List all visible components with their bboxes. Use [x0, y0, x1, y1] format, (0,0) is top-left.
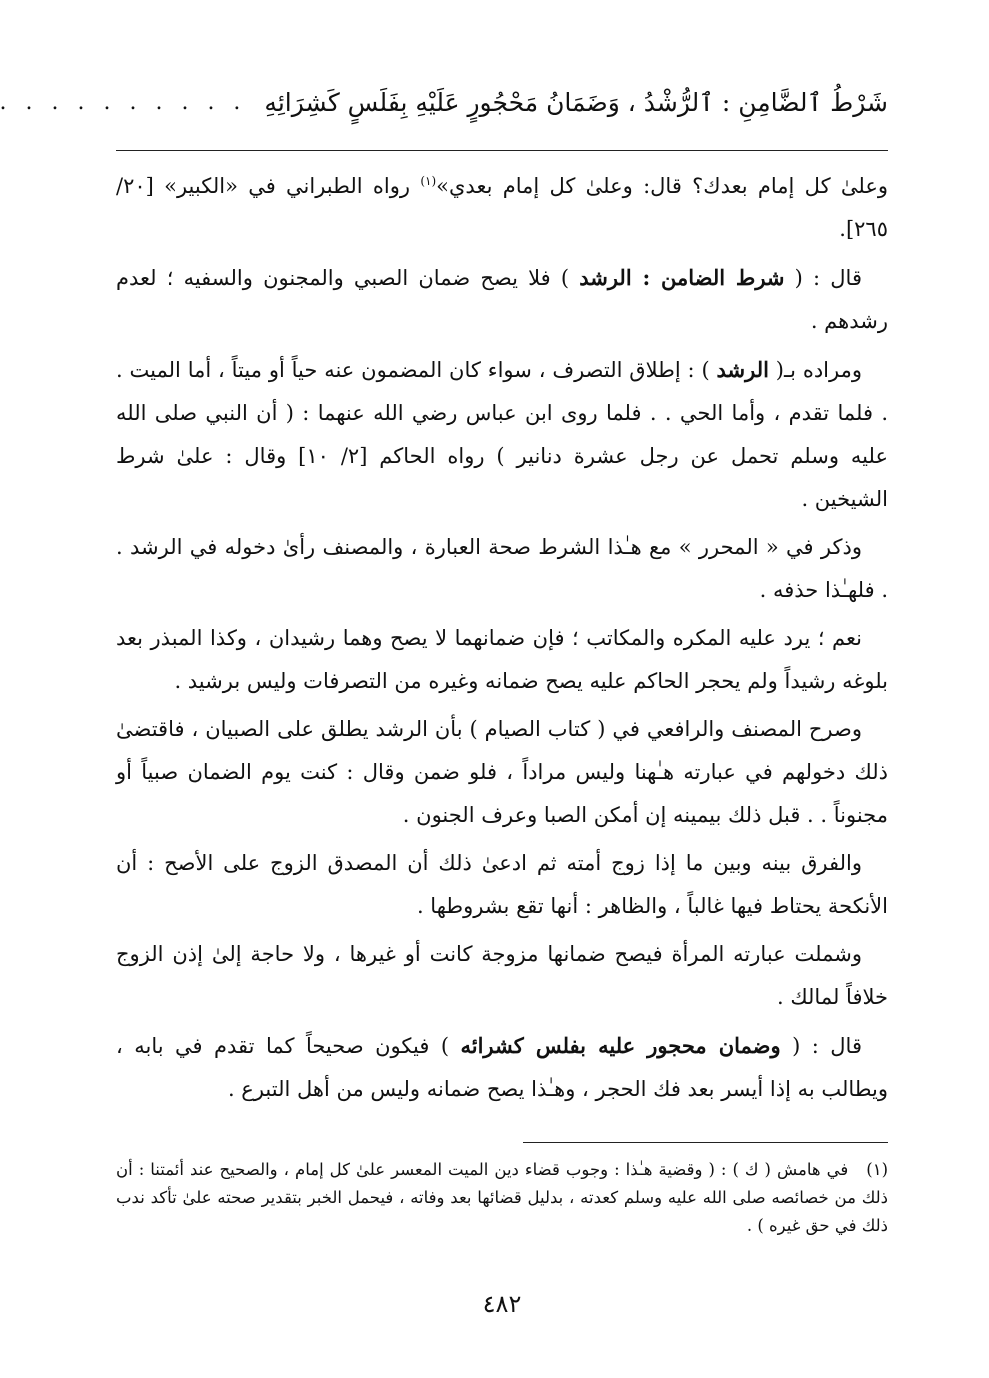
paragraph-text: قال : ( [784, 266, 862, 290]
running-header [0, 80, 888, 124]
footnote [116, 1156, 888, 1240]
header-rule [116, 150, 888, 151]
header-title: شَرْطُ ٱلضَّامِنِ : ٱلرُّشْدُ ، وَضَمَانُ مَحْجُورٍ عَلَيْهِ بِفَلَسٍ كَشِرَائِهِ [264, 87, 888, 117]
paragraph-text: ) فيكون صحيحاً كما تقدم في بابه ، ويطالب به إذا أيسر بعد فك الحجر ، وهـٰذا يصح ضمانه وليس من أهل التبرع . [116, 1034, 888, 1101]
paragraph-text: قال : ( [780, 1034, 862, 1058]
footnote-ref: (١) [420, 174, 437, 188]
main-text [116, 160, 888, 1116]
paragraph-text: ومراده بـ( [768, 358, 862, 382]
paragraph [116, 1024, 888, 1111]
paragraph-text: نعم ؛ يرد عليه المكره والمكاتب ؛ فإن ضمانهما لا يصح وهما رشيدان ، وكذا المبذر بعد بلوغه رشيداً ولم يحجر الحاكم عليه يصح ضمانه وغيره من التصرفات وليس برشيد . [116, 626, 888, 693]
matn-text: الرشد [716, 357, 769, 382]
page-number: ٤٨٢ [482, 1290, 522, 1318]
paragraph [116, 842, 888, 928]
matn-text: وضمان محجور عليه بفلس كشرائه [460, 1033, 781, 1058]
paragraph [116, 526, 888, 612]
paragraph [116, 617, 888, 703]
paragraph-text: وعلىٰ كل إمام بعدك؟ قال: وعلىٰ كل إمام بعدي» [436, 174, 888, 198]
paragraph-text: رواه الطبراني في «الكبير» [٢٠/ ٢٦٥]. [116, 174, 888, 241]
paragraph-text: وشملت عبارته المرأة فيصح ضمانها مزوجة كانت أو غيرها ، ولا حاجة إلىٰ إذن الزوج خلافاً لمالك . [116, 942, 888, 1009]
paragraph [116, 708, 888, 837]
matn-text: شرط الضامن : الرشد [579, 265, 785, 290]
paragraph [116, 348, 888, 521]
footnote-rule [523, 1142, 888, 1143]
paragraph [116, 160, 888, 251]
paragraph-text: وصرح المصنف والرافعي في ( كتاب الصيام ) بأن الرشد يطلق على الصبيان ، فاقتضىٰ ذلك دخولهم في عبارته هـٰهنا وليس مراداً ، فلو ضمن وقال : كنت يوم الضمان صبياً أو مجنوناً . . قبل ذلك بيمينه إن أمكن الصبا وعرف الجنون . [116, 717, 888, 827]
paragraph-text: ) فلا يصح ضمان الصبي والمجنون والسفيه ؛ لعدم رشدهم . [116, 266, 888, 333]
paragraph-text: والفرق بينه وبين ما إذا زوج أمته ثم ادعىٰ ذلك أن المصدق الزوج على الأصح : أن الأنكحة يحتاط فيها غالباً ، والظاهر : أنها تقع بشروطها . [116, 851, 888, 918]
paragraph-text: وذكر في « المحرر » مع هـٰذا الشرط صحة العبارة ، والمصنف رأىٰ دخوله في الرشد . . فلهـٰذا حذفه . [116, 535, 888, 602]
paragraph [116, 256, 888, 343]
paragraph-text: ) : إطلاق التصرف ، سواء كان المضمون عنه حياً أو ميتاً ، أما الميت . . فلما تقدم ، وأما الحي . . فلما روى ابن عباس رضي الله عنهما : ( أن النبي صلى الله عليه وسلم تحمل عن رجل عشرة دنانير ) رواه الحاكم [٢/ ١٠] وقال : علىٰ شرط الشيخين . [116, 358, 888, 511]
footnote-number: (١) [866, 1160, 888, 1179]
header-leader-dots: . . . . . . . . . . [0, 89, 247, 115]
footnote-text: في هامش ( ك ) : ( وقضية هـٰذا : وجوب قضاء دين الميت المعسر علىٰ كل إمام ، والصحيح عند أئمتنا : أن ذلك من خصائصه صلى الله عليه وسلم كعدته ، بدليل قضائها بعد وفاته ، فيحمل الخبر بتقدير صحته علىٰ تأكد ندب ذلك في حق غيره ) . [116, 1160, 888, 1235]
paragraph [116, 933, 888, 1019]
